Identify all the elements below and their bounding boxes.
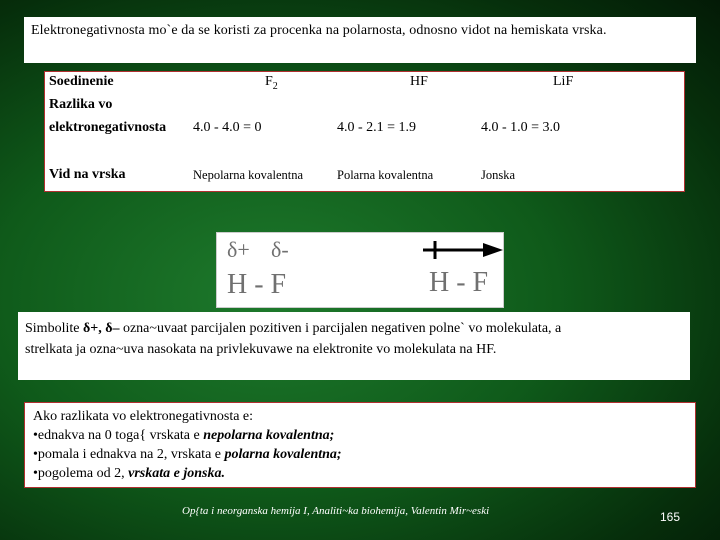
compound-lif: LiF (553, 74, 574, 89)
symbols-deltas: δ+, δ– (82, 321, 120, 336)
intro-text: Elektronegativnosta mo`e da se koristi za procenka na polarnosta, odnosno vidot na hemiskata vrska. (31, 23, 607, 38)
left-molecule-label: H - F (227, 269, 287, 300)
header-compound-label: Soedinenie (49, 74, 114, 89)
symbols-rest: ozna~uvaat parcijalen pozitiven i parcijalen negativen polne` vo molekulata, a (119, 321, 562, 336)
page-number: 165 (660, 510, 681, 524)
intro-text-box (24, 17, 696, 63)
diff-label-line2: elektronegativnosta (49, 120, 167, 135)
footer-credit: Op{ta i neorganska hemija I, Analiti~ka biohemija, Valentin Mir~eski (182, 505, 490, 517)
delta-minus-symbol: δ- (271, 237, 289, 262)
symbols-explanation-box (18, 312, 690, 380)
dipole-arrow-icon (423, 241, 503, 259)
condition-item: •ednakva na 0 toga{ vrskata e nepolarna kovalentna; (33, 428, 335, 443)
diff-value-lif: 4.0 - 1.0 = 3.0 (481, 120, 561, 135)
hf-polarity-figure (216, 232, 504, 308)
condition-item: •pomala i ednakva na 2, vrskata e polarna kovalentna; (33, 447, 342, 462)
delta-plus-symbol: δ+ (227, 237, 250, 262)
hf-figure-svg (217, 233, 503, 307)
conditions-heading: Ako razlikata vo elektronegativnosta e: (33, 409, 254, 424)
symbols-line-2: strelkata ja ozna~uva nasokata na privlekuvawe na elektronite vo molekulata na HF. (25, 342, 497, 357)
diff-label-line1: Razlika vo (49, 97, 113, 112)
bond-type-hf: Polarna kovalentna (337, 168, 434, 182)
symbols-line-1 (25, 318, 676, 339)
electronegativity-table (44, 71, 685, 192)
compound-f2: $F_2$ (265, 74, 278, 92)
bond-type-lif: Jonska (481, 168, 516, 182)
symbols-prefix: Simbolite (25, 321, 83, 336)
diff-value-f2: 4.0 - 4.0 = 0 (193, 120, 262, 135)
conditions-box (24, 402, 696, 488)
diff-value-hf: 4.0 - 2.1 = 1.9 (337, 120, 417, 135)
bond-label: Vid na vrska (49, 167, 126, 182)
bond-type-f2: Nepolarna kovalentna (193, 168, 304, 182)
right-molecule-label: H - F (429, 267, 489, 298)
condition-item: •pogolema od 2, vrskata e jonska. (33, 466, 225, 481)
compound-hf: HF (410, 74, 428, 89)
